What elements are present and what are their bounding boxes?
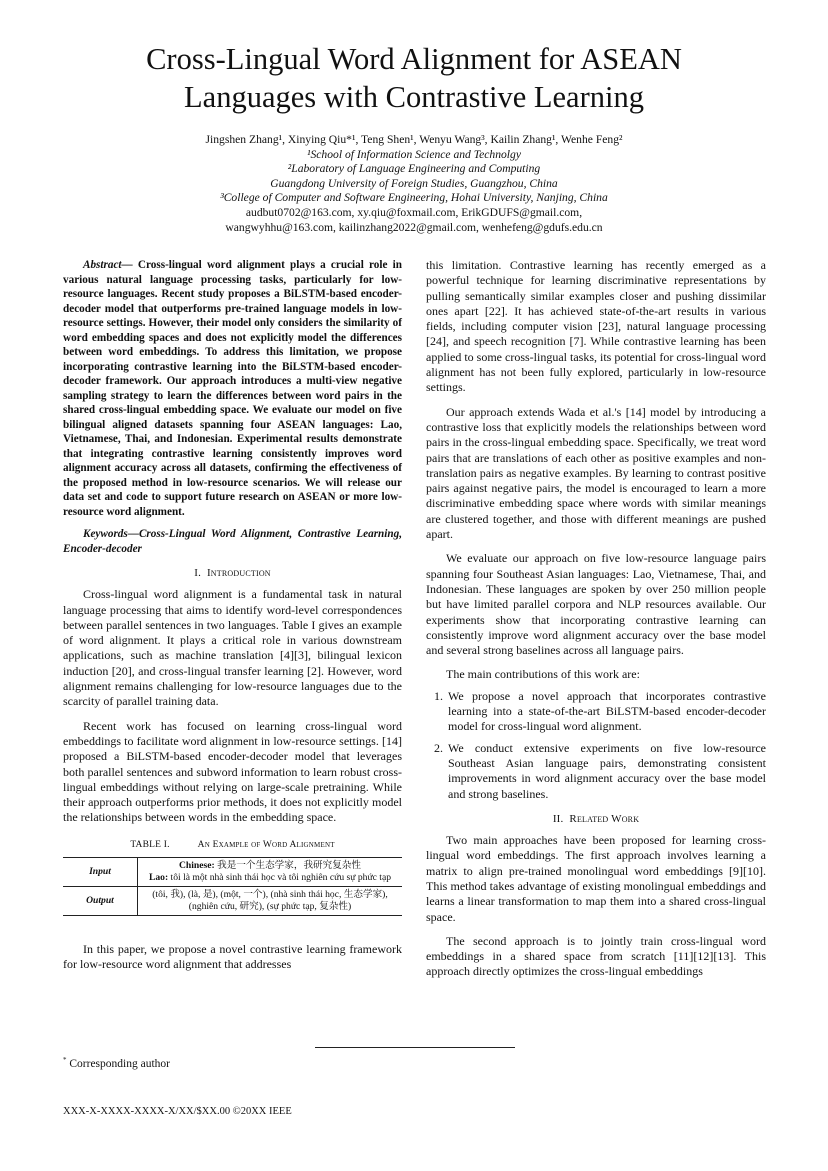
list-item: 1. We propose a novel approach that incorporates contrastive learning into a state-of-the-art BiLSTM-based encoder-decoder model for cross-lingual word alignment.: [446, 689, 766, 735]
paper-title: [60, 40, 768, 116]
section-heading-introduction: I. Introduction: [194, 567, 271, 579]
author-emails-2: wangwyhhu@163.com, kailinzhang2022@gmail.com, wenhefeng@gdufs.edu.cn: [225, 220, 603, 234]
keywords: Keywords—Cross-Lingual Word Alignment, Contrastive Learning, Encoder-decoder: [63, 528, 402, 555]
affiliation-1: ¹School of Information Science and Technolgy: [307, 147, 521, 161]
list-item: 2. We conduct extensive experiments on five low-resource Southeast Asian language pairs, demonstrating consistent improvements in word alignment accuracy over the base model and strong baselines.: [446, 741, 766, 802]
table-row: [63, 858, 402, 887]
related-paragraph-1: Two main approaches have been proposed for learning cross-lingual word embeddings. The first approach involves learning a matrix to align pre-trained monolingual word embeddings [9][10]. This method takes advantage of existing monolingual embeddings and learns a linear transformation to map them into a shared cross-lingual space.: [426, 833, 766, 924]
intro-paragraph-3: In this paper, we propose a novel contrastive learning framework for low-resource word alignment that addresses: [63, 942, 402, 972]
alignment-example-table: [63, 857, 402, 916]
abstract: [63, 258, 402, 519]
right-paragraph-3: We evaluate our approach on five low-resource language pairs spanning four Southeast Asian languages: Lao, Vietnamese, Thai, and Indonesian. These languages are spoken by over 250 million people but have limited parallel corpora and NLP resources available. Our experiments show that incorporating contrastive learning can consistently improve word alignment accuracy over the base model and several strong baselines across all language pairs.: [426, 551, 766, 658]
affiliation-2: ²Laboratory of Language Engineering and Computing: [287, 162, 541, 176]
author-names: Jingshen Zhang¹, Xinying Qiu*¹, Teng Shen¹, Wenyu Wang³, Kailin Zhang¹, Wenhe Feng²: [205, 133, 623, 146]
right-column: [426, 258, 766, 980]
contributions-list: [426, 689, 766, 802]
right-paragraph-1: this limitation. Contrastive learning has recently emerged as a powerful technique for learning discriminative representations by pulling semantically similar examples closer and pushing dissimilar ones apart [22]. It has achieved state-of-the-art results in various fields, including computer vision [23], natural language processing [24], and speech recognition [7]. While contrastive learning has been applied to some cross-lingual tasks, its potential for cross-lingual word alignment has not been fully explored, particularly in low-resource settings.: [426, 258, 766, 395]
footnote-divider: [315, 1047, 515, 1048]
footnote: * Corresponding author: [63, 1056, 170, 1070]
intro-paragraph-2: Recent work has focused on learning cross-lingual word embeddings to facilitate word alignment in low-resource settings. [14] proposed a BiLSTM-based encoder-decoder model that leverages both parallel sentences and subword information to learn robust cross-lingual embeddings without relying on large-scale pretraining. While their approach outperforms prior methods, it does not explicitly model the relationships between words in the embedding space.: [63, 718, 402, 825]
table-output-label: Output: [63, 887, 138, 916]
affiliation-3: ³College of Computer and Software Engineering, Hohai University, Nanjing, China: [220, 191, 608, 205]
title-line-2: Languages with Contrastive Learning: [184, 80, 644, 114]
contributions-intro: The main contributions of this work are:: [446, 667, 640, 682]
abstract-lead: Abstract—: [83, 259, 133, 271]
table-input-label: Input: [63, 858, 138, 887]
section-heading-related-work: II. Related Work: [552, 812, 640, 825]
affiliation-2-university: Guangdong University of Foreign Studies, Guangzhou, China: [270, 176, 558, 190]
left-column: [63, 258, 402, 973]
author-emails-1: audbut0702@163.com, xy.qiu@foxmail.com, ErikGDUFS@gmail.com,: [245, 205, 583, 219]
abstract-text: Cross-lingual word alignment plays a crucial role in various natural language processing tasks, particularly for low-resource languages. Recent study proposes a BiLSTM-based encoder-decoder model that outperforms pre-trained language models in low-resource settings. However, their model only considers the similarity of word embedding spaces and does not explicitly model the differences between word embeddings. To address this limitation, we propose incorporating contrastive learning into the BiLSTM-based encoder-decoder framework. Our approach introduces a multi-view negative sampling strategy to learn the differences between word pairs in the shared cross-lingual embedding space. We evaluate our model on five bilingual aligned datasets spanning four ASEAN languages: Lao, Vietnamese, Thai, and Indonesian. Experimental results demonstrate that integrating contrastive learning consistently improves word alignment accuracy across all datasets, confirming the effectiveness of the proposed method in low-resource scenarios. We will release our data set and code to support future research on ASEAN or more low-resource word alignment.: [63, 259, 402, 518]
author-block: [60, 133, 768, 235]
title-line-1: Cross-Lingual Word Alignment for ASEAN: [146, 42, 682, 76]
right-paragraph-2: Our approach extends Wada et al.'s [14] model by introducing a contrastive loss that explicitly models the relationships between word pairs in the cross-lingual embedding space. Specifically, we treat word pairs that are translations of each other as positive examples and non-translation pairs as negative examples. By learning to contrast positive pairs against negative pairs, the model is encouraged to learn a more discriminative embedding space where words with similar meanings are clustered together, and those with different meanings are pushed apart.: [426, 404, 766, 542]
table-input-cell: Chinese: 我是一个生态学家，我研究复杂性 Lao: tôi là một nhà sinh thái học và tôi nghiên cứu sự phức tạp: [138, 858, 403, 887]
copyright-notice: XXX-X-XXXX-XXXX-X/XX/$XX.00 ©20XX IEEE: [63, 1106, 292, 1117]
intro-paragraph-1: Cross-lingual word alignment is a fundamental task in natural language processing that aims to identify word-level correspondences between parallel sentences in two languages. Table I gives an example of word alignment. It plays a critical role in various downstream applications, such as machine translation [4][3], bilingual lexicon induction [20], and cross-lingual transfer learning [2]. However, word alignment remains challenging for low-resource languages due to the scarcity of parallel training data.: [63, 587, 402, 709]
table-caption: TABLE I. An Example of Word Alignment: [130, 839, 335, 850]
table-output-cell: (tôi, 我), (là, 是), (một, 一个), (nhà sinh thái học, 生态学家), (nghiên cứu, 研究), (sự phức tạp, 复杂性): [138, 887, 403, 916]
table-row: [63, 887, 402, 916]
related-paragraph-2: The second approach is to jointly train cross-lingual word embeddings in a shared space from scratch [11][12][13]. This approach directly optimizes the cross-lingual embeddings: [426, 933, 766, 979]
